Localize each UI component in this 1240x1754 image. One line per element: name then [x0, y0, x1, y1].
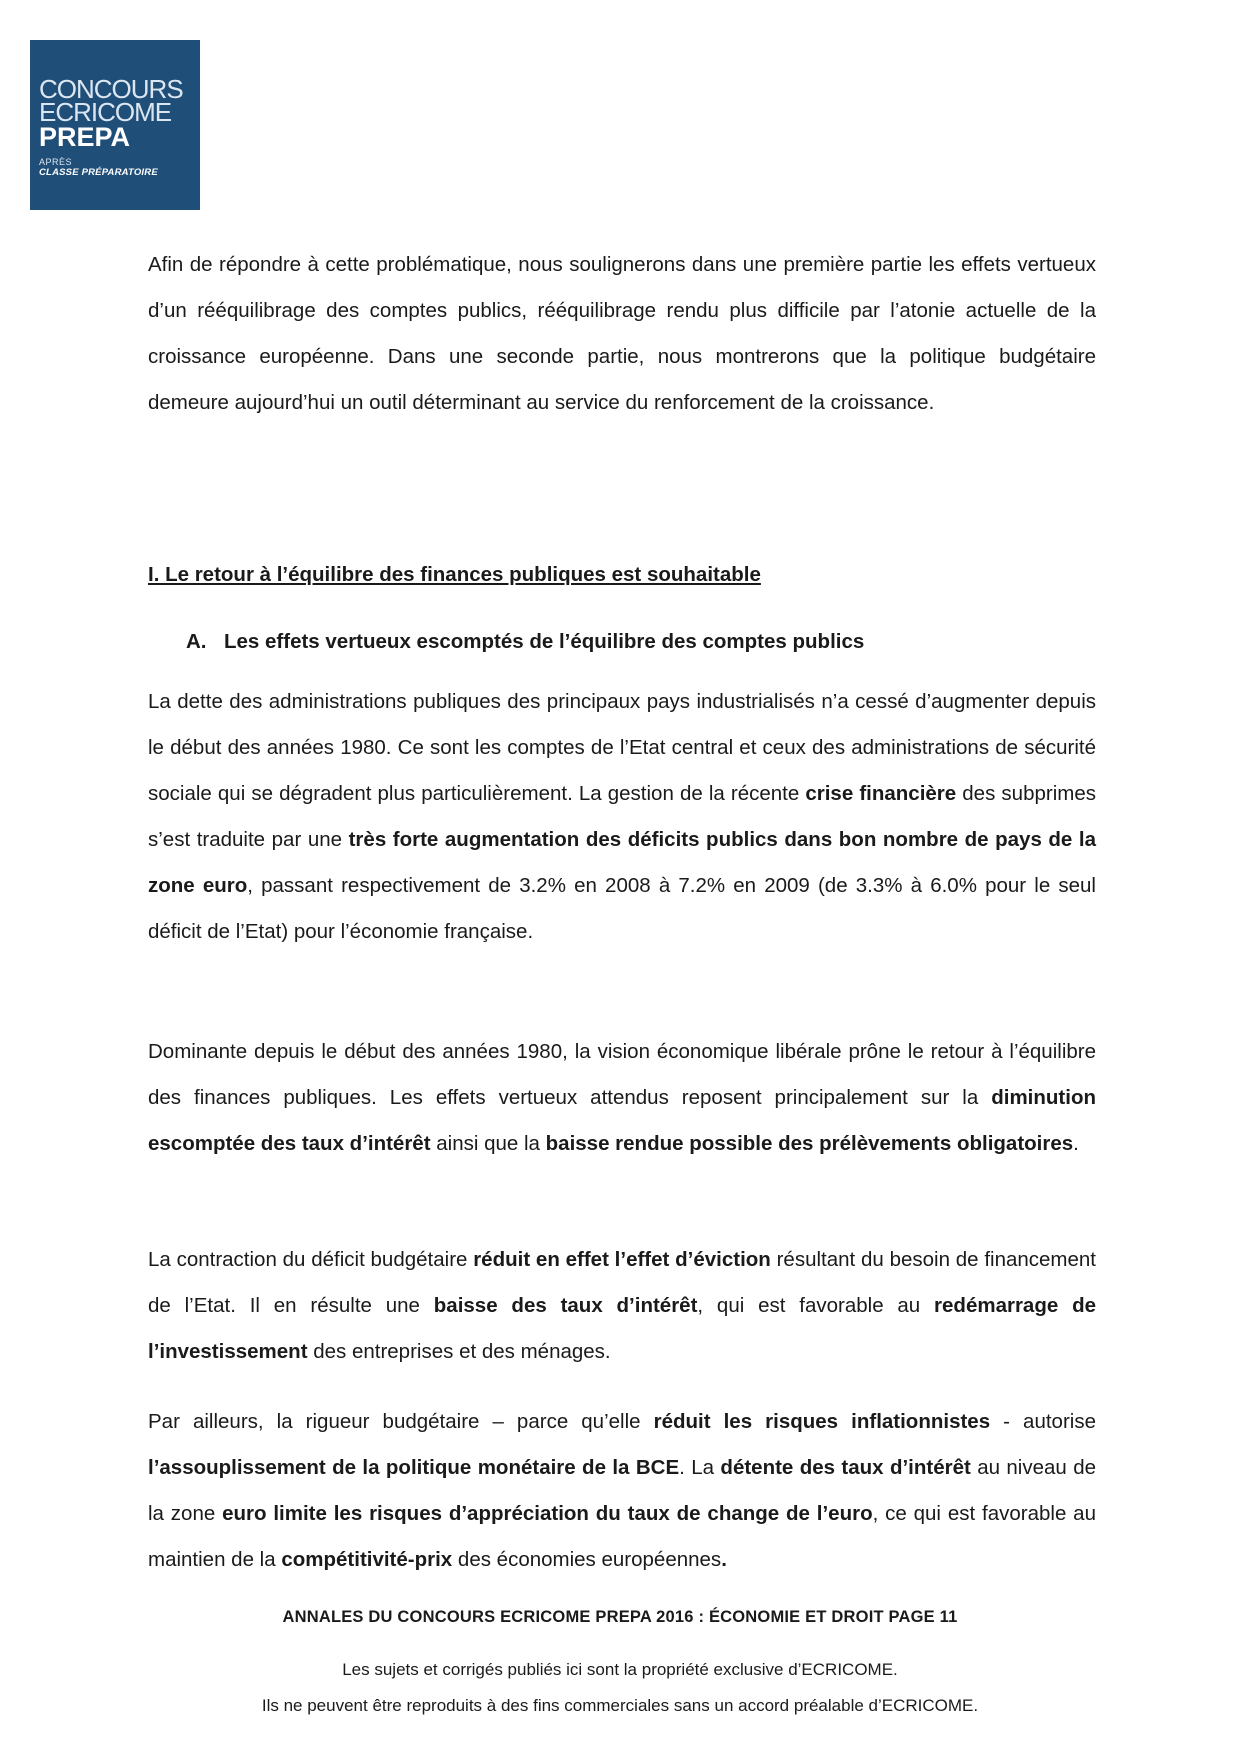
para4-bold-3: détente des taux d’intérêt: [720, 1456, 971, 1479]
paragraph-rigueur-budgetaire: [148, 1399, 1096, 1583]
para4-bold-4: euro limite les risques d’appréciation du taux de change de l’euro: [222, 1502, 873, 1525]
logo-line-prepa: PREPA: [39, 122, 131, 152]
para2-text-2: ainsi que la: [430, 1132, 546, 1155]
para2-bold-1: diminution escomptée des taux d’intérêt: [148, 1086, 1096, 1155]
para3-bold-2: baisse des taux d’intérêt: [433, 1294, 698, 1317]
para2-text-1: Dominante depuis le début des années 1980, la vision économique libérale prône le retour à l’équilibre des finances publiques. Les effets vertueux attendus reposent principalement sur la: [148, 1040, 1096, 1109]
para1-bold-1: crise financière: [805, 782, 957, 805]
para3-text-3: , qui est favorable au: [697, 1294, 935, 1317]
paragraph-vision-liberale: [148, 1029, 1096, 1167]
para2-bold-2: baisse rendue possible des prélèvements obligatoires: [545, 1132, 1074, 1155]
para1-bold-2: très forte augmentation des déficits publics dans bon nombre de pays de la zone euro: [148, 828, 1096, 897]
para4-text-4: au niveau de la zone: [148, 1456, 1096, 1525]
para1-text-1: La dette des administrations publiques des principaux pays industrialisés n’a cessé d’augmenter depuis le début des années 1980. Ce sont les comptes de l’Etat central et ceux des administrations de sécurité sociale qui se dégradent plus particulièrement. La gestion de la récente: [148, 690, 1096, 805]
para3-text-1: La contraction du déficit budgétaire: [148, 1248, 474, 1271]
subsection-number: A.: [186, 630, 207, 653]
logo-line-apres: APRÈS: [39, 157, 73, 167]
paragraph-contraction-deficit: [148, 1237, 1096, 1375]
para3-text-4: des entreprises et des ménages.: [307, 1340, 611, 1363]
logo-line-ecricome: ECRICOME: [39, 97, 172, 127]
section-title: I. Le retour à l’équilibre des finances publiques est souhaitable: [148, 563, 761, 586]
para3-bold-3: redémarrage de l’investissement: [148, 1294, 1096, 1363]
intro-paragraph: Afin de répondre à cette problématique, nous soulignerons dans une première partie les effets vertueux d’un rééquilibrage des comptes publics, rééquilibrage rendu plus difficile par l’atonie actuelle de la croissance européenne. Dans une seconde partie, nous montrerons que la politique budgétaire demeure aujourd’hui un outil déterminant au service du renforcement de la croissance.: [148, 253, 1096, 414]
para1-text-2: des subprimes s’est traduite par une: [148, 782, 1096, 851]
para3-text-2: résultant du besoin de financement de l’Etat. Il en résulte une: [148, 1248, 1097, 1317]
para4-bold-6: .: [721, 1548, 727, 1571]
para4-bold-1: réduit les risques inflationnistes: [653, 1410, 991, 1433]
logo-line-classe-preparatoire: CLASSE PRÉPARATOIRE: [39, 167, 158, 178]
footer-copyright-line: Les sujets et corrigés publiés ici sont la propriété exclusive d’ECRICOME.: [342, 1660, 898, 1679]
ecricome-logo: [30, 40, 200, 210]
para4-text-5: , ce qui est favorable au maintien de la: [148, 1502, 1096, 1571]
footer-reproduction-line: Ils ne peuvent être reproduits à des fins commerciales sans un accord préalable d’ECRICOME.: [261, 1696, 979, 1715]
para4-text-2: - autorise: [990, 1410, 1096, 1433]
para4-text-3: . La: [679, 1456, 721, 1479]
para2-text-3: .: [1073, 1132, 1079, 1155]
paragraph-dette: [148, 679, 1096, 955]
para4-text-6: des économies européennes: [452, 1548, 722, 1571]
para4-text-1: Par ailleurs, la rigueur budgétaire – parce qu’elle: [148, 1410, 654, 1433]
para1-text-3: , passant respectivement de 3.2% en 2008 à 7.2% en 2009 (de 3.3% à 6.0% pour le seul déficit de l’Etat) pour l’économie française.: [148, 874, 1096, 943]
para4-bold-5: compétitivité-prix: [281, 1548, 453, 1571]
para4-bold-2: l’assouplissement de la politique monétaire de la BCE: [148, 1456, 680, 1479]
para3-bold-1: réduit en effet l’effet d’éviction: [473, 1248, 771, 1271]
subsection-title-text: Les effets vertueux escomptés de l’équilibre des comptes publics: [224, 630, 865, 653]
logo-line-concours: CONCOURS: [39, 74, 183, 104]
footer-title: ANNALES DU CONCOURS ECRICOME PREPA 2016 : ÉCONOMIE ET DROIT PAGE 11: [282, 1608, 958, 1626]
subsection-title: [186, 627, 864, 657]
